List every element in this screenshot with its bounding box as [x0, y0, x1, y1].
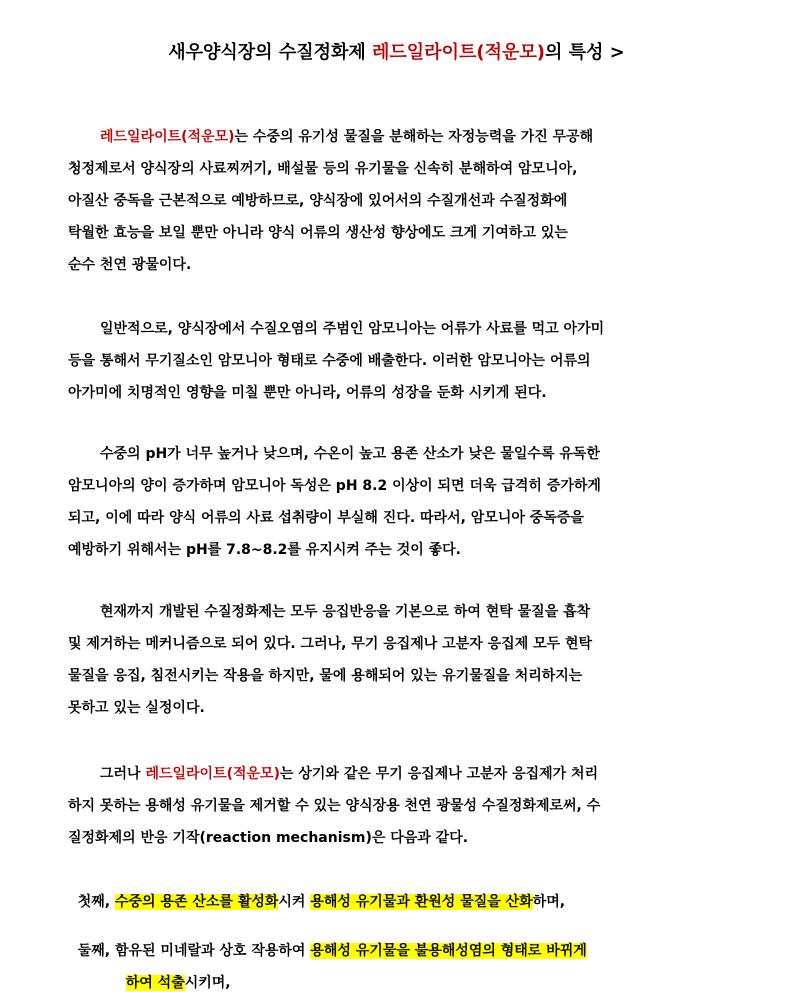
- mechanism-item-1: [68, 875, 733, 911]
- title-suffix: 의 특성 >: [544, 42, 625, 63]
- mechanism-item-2-continued: [116, 956, 716, 992]
- paragraph-1-line-5: 순수 천연 광물이다.: [68, 257, 192, 273]
- product-name: 레드일라이트(적운모): [145, 766, 280, 782]
- highlight-4: 하여 석출: [125, 975, 185, 991]
- paragraph-5-line-3: 질정화제의 반응 기작(reaction mechanism)은 다음과 같다.: [68, 830, 469, 846]
- document-title: [0, 38, 793, 64]
- paragraph-5-line-1: [100, 763, 598, 783]
- highlight-2: 용해성 유기물과 환원성 물질을 산화: [310, 894, 533, 910]
- paragraph-3-line-2: 암모니아의 양이 증가하며 암모니아 독성은 pH 8.2 이상이 되면 더욱 급격히 증가하게: [68, 478, 601, 494]
- mechanism-item-2: [68, 924, 733, 960]
- paragraph-2-line-2: 등을 통해서 무기질소인 암모니아 형태로 수중에 배출한다. 이러한 암모니아는 어류의: [68, 353, 591, 369]
- item-1-prefix: 첫째,: [77, 894, 115, 910]
- paragraph-3-line-3: 되고, 이에 따라 양식 어류의 사료 섭취량이 부실해 진다. 따라서, 암모니아 중독증을: [68, 510, 584, 526]
- paragraph-4-line-2: 및 제거하는 메커니즘으로 되어 있다. 그러나, 무기 응집제나 고분자 응집제 모두 현탁: [68, 636, 593, 652]
- paragraph-2-line-3: 아가미에 치명적인 영향을 미칠 뿐만 아니라, 어류의 성장을 둔화 시키게 된다.: [68, 385, 547, 401]
- paragraph-4-line-1: 현재까지 개발된 수질정화제는 모두 응집반응을 기본으로 하여 현탁 물질을 흡착: [100, 604, 591, 620]
- paragraph-5-line-1-text: 는 상기와 같은 무기 응집제나 고분자 응집제가 처리: [279, 766, 599, 782]
- paragraph-4-line-4: 못하고 있는 실정이다.: [68, 700, 205, 716]
- paragraph-1-line-1: [100, 126, 593, 146]
- paragraph-3-line-4: 예방하기 위해서는 pH를 7.8~8.2를 유지시켜 주는 것이 좋다.: [68, 542, 461, 558]
- paragraph-5-line-1-prefix: 그러나: [100, 766, 146, 782]
- paragraph-5-line-2: 하지 못하는 용해성 유기물을 제거할 수 있는 양식장용 천연 광물성 수질정화제로써, 수: [68, 798, 601, 814]
- paragraph-1-line-4: 탁월한 효능을 보일 뿐만 아니라 양식 어류의 생산성 향상에도 크게 기여하고 있는: [68, 225, 568, 241]
- item-2-end: 시키며,: [184, 975, 231, 991]
- item-1-end: 하며,: [532, 894, 566, 910]
- paragraph-1-line-3: 아질산 중독을 근본적으로 예방하므로, 양식장에 있어서의 수질개선과 수질정화에: [68, 193, 568, 209]
- paragraph-1-line-2: 청정제로서 양식장의 사료찌꺼기, 배설물 등의 유기물을 신속히 분해하여 암모니아,: [68, 161, 578, 177]
- item-1-mid: 시켜: [278, 894, 311, 910]
- title-product-name: 레드일라이트(적운모): [372, 42, 545, 63]
- paragraph-3-line-1: 수중의 pH가 너무 높거나 낮으며, 수온이 높고 용존 산소가 낮은 물일수록 유독한: [100, 446, 600, 462]
- item-2-prefix: 둘째, 함유된 미네랄과 상호 작용하여: [77, 943, 311, 959]
- highlight-3: 용해성 유기물을 불용해성염의 형태로 바뀌게: [310, 943, 587, 959]
- paragraph-1-line-1-text: 는 수중의 유기성 물질을 분해하는 자정능력을 가진 무공해: [234, 129, 594, 145]
- highlight-1: 수중의 용존 산소를 활성화: [115, 894, 279, 910]
- paragraph-4-line-3: 물질을 응집, 침전시키는 작용을 하지만, 물에 용해되어 있는 유기물질을 처리하지는: [68, 668, 583, 684]
- product-name: 레드일라이트(적운모): [100, 129, 235, 145]
- title-prefix: 새우양식장의 수질정화제: [168, 42, 373, 63]
- paragraph-2-line-1: 일반적으로, 양식장에서 수질오염의 주범인 암모니아는 어류가 사료를 먹고 아가미: [100, 321, 605, 337]
